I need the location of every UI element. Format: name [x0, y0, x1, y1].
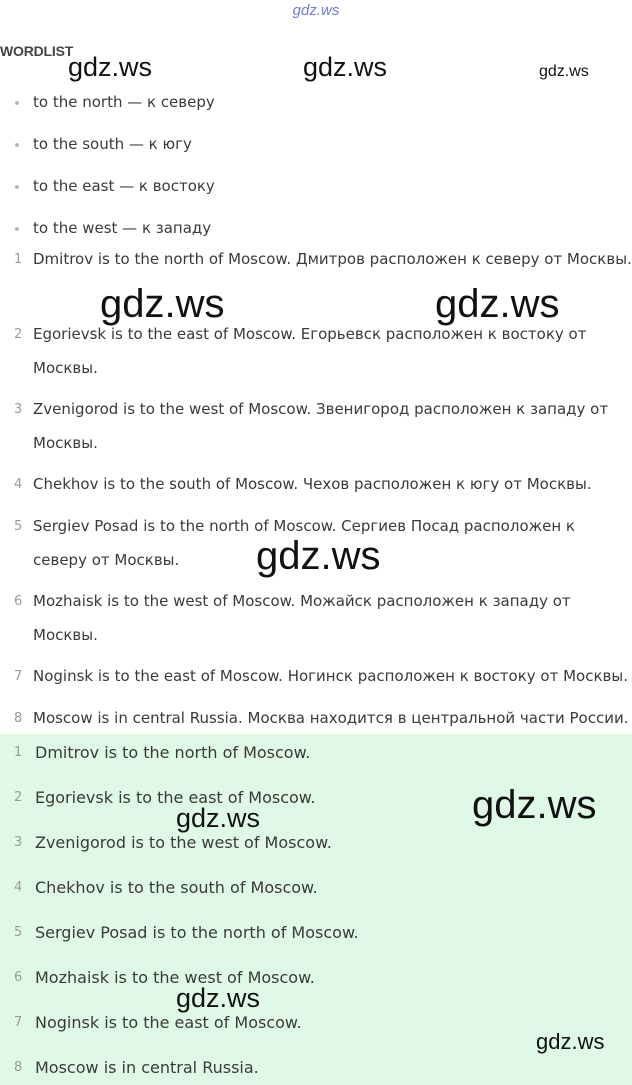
item-number: 6: [14, 594, 23, 609]
answer-text: Mozhaisk is to the west of Moscow.: [35, 968, 315, 987]
translation-text: Egorievsk is to the east of Moscow. Егорьевск расположен к востоку от Москвы.: [33, 325, 587, 377]
watermark: gdz.ws: [256, 534, 381, 578]
bullet-icon: [15, 101, 19, 105]
translation-text: Noginsk is to the east of Moscow. Ногинск расположен к востоку от Москвы.: [33, 667, 628, 685]
item-number: 6: [14, 970, 23, 985]
watermark: gdz.ws: [176, 803, 261, 833]
answer-text: Moscow is in central Russia.: [35, 1058, 259, 1077]
item-number: 3: [14, 835, 23, 850]
answer-text: Zvenigorod is to the west of Moscow.: [35, 833, 332, 852]
watermark: gdz.ws: [536, 1029, 605, 1054]
item-number: 2: [14, 790, 23, 805]
watermark: gdz.ws: [100, 282, 225, 326]
item-number: 8: [14, 711, 23, 726]
top-watermark: gdz.ws: [292, 2, 340, 19]
translation-text: Dmitrov is to the north of Moscow. Дмитров расположен к северу от Москвы.: [33, 250, 632, 268]
watermark: gdz.ws: [472, 783, 597, 827]
item-number: 5: [14, 925, 23, 940]
watermark: gdz.ws: [68, 52, 153, 82]
item-number: 3: [14, 402, 23, 417]
translation-text: Mozhaisk is to the west of Moscow. Можайск расположен к западу от Москвы.: [33, 592, 571, 644]
wordlist-item-text: to the south — к югу: [33, 135, 192, 153]
watermark: gdz.ws: [176, 983, 261, 1013]
watermark: gdz.ws: [435, 282, 560, 326]
wordlist-item-text: to the north — к северу: [33, 93, 215, 111]
translation-text: Zvenigorod is to the west of Moscow. Звенигород расположен к западу от Москвы.: [33, 400, 609, 452]
translation-text: Moscow is in central Russia. Москва находится в центральной части России.: [33, 709, 629, 727]
bullet-icon: [15, 227, 19, 231]
item-number: 5: [14, 519, 23, 534]
answer-text: Chekhov is to the south of Moscow.: [35, 878, 318, 897]
item-number: 7: [14, 1015, 23, 1030]
item-number: 1: [14, 745, 23, 760]
item-number: 2: [14, 327, 23, 342]
wordlist-item-text: to the west — к западу: [33, 219, 212, 237]
answer-text: Dmitrov is to the north of Moscow.: [35, 743, 311, 762]
translation-text: Chekhov is to the south of Moscow. Чехов расположен к югу от Москвы.: [33, 475, 592, 493]
item-number: 4: [14, 477, 23, 492]
watermark: gdz.ws: [303, 52, 388, 82]
answer-text: Egorievsk is to the east of Moscow.: [35, 788, 316, 807]
bullet-icon: [15, 143, 19, 147]
answer-text: Sergiev Posad is to the north of Moscow.: [35, 923, 359, 942]
bullet-icon: [15, 185, 19, 189]
item-number: 1: [14, 252, 23, 267]
answer-text: Noginsk is to the east of Moscow.: [35, 1013, 302, 1032]
wordlist-heading: WORDLIST: [0, 43, 74, 59]
item-number: 8: [14, 1060, 23, 1075]
wordlist-item-text: to the east — к востоку: [33, 177, 215, 195]
item-number: 4: [14, 880, 23, 895]
watermark: gdz.ws: [539, 63, 589, 80]
translation-text: Sergiev Posad is to the north of Moscow. Сергиев Посад расположен к северу от Москвы.: [33, 517, 575, 569]
item-number: 7: [14, 669, 23, 684]
